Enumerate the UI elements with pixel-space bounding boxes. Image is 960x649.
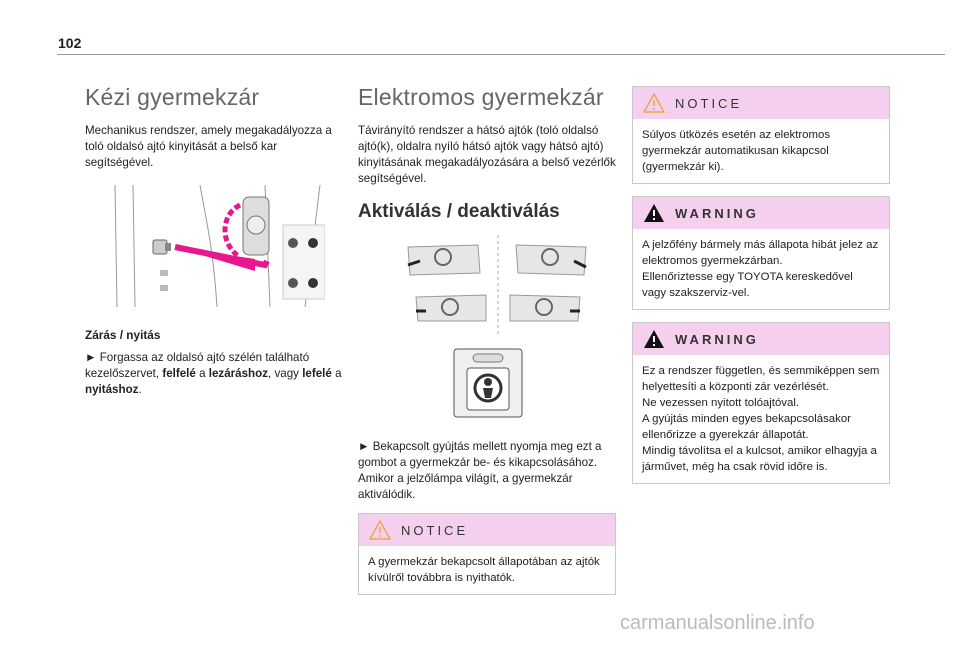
door-configuration-diagram [398, 235, 598, 335]
subsection-title: Zárás / nyitás [85, 328, 161, 342]
warning-line: Ez a rendszer független, és semmiképpen sem helyettesíti a központi zár vezérlését. [642, 365, 880, 393]
warning-text [633, 355, 889, 483]
section-title: Kézi gyermekzár [85, 84, 260, 110]
column-notes [632, 78, 890, 496]
notice-header [633, 87, 889, 119]
intro-text: Távirányító rendszer a hátsó ajtók (toló oldalsó ajtó(k), oldalra nyíló hátsó ajtók vagy hátsó ajtó) kinyitásának megakadályozására a belső vezérlők segítségével. [358, 124, 616, 185]
warning-line: A jelzőfény bármely más állapota hibát jelez az elektromos gyermekzárban. [642, 239, 879, 267]
section-title: Elektromos gyermekzár [358, 84, 604, 110]
warning-box [632, 196, 890, 310]
notice-label: NOTICE [401, 522, 469, 538]
column-electric-child-lock [358, 78, 616, 607]
text-part: a [331, 367, 342, 380]
text-part: , vagy [268, 367, 303, 380]
warning-icon [643, 203, 665, 223]
child-lock-button-icon [453, 348, 523, 418]
instruction-text: ► Bekapcsolt gyújtás mellett nyomja meg ezt a gombot a gyermekzár be- és kikapcsolásához. Amikor a jelzőlámpa világít, a gyermekzár aktiválódik. [358, 440, 602, 501]
warning-label: WARNING [675, 331, 759, 347]
text-bold: lezáráshoz [208, 367, 269, 380]
page-number: 102 [58, 35, 82, 51]
text-bold: lefelé [302, 367, 332, 380]
text-part: a [195, 367, 209, 380]
notice-text: A gyermekzár bekapcsolt állapotában az ajtók kívülről továbbra is nyithatók. [368, 556, 600, 584]
text-bold: nyitáshoz [85, 383, 139, 396]
manual-lock-illustration [105, 185, 325, 307]
text-part: ► Forgassa az oldalsó ajtó szélén található kezelőszervet, [85, 351, 310, 380]
caution-outline-icon [643, 93, 665, 113]
warning-line: A gyújtás minden egyes bekapcsolásakor ellenőrizze a gyerekzár állapotát. [642, 413, 851, 441]
warning-label: WARNING [675, 205, 759, 221]
warning-header [633, 197, 889, 229]
notice-text: Súlyos ütközés esetén az elektromos gyermekzár automatikusan kikapcsol (gyermekzár ki). [642, 129, 831, 173]
warning-header [633, 323, 889, 355]
instruction-text [85, 350, 345, 398]
warning-text [633, 229, 889, 309]
warning-box [632, 322, 890, 484]
warning-line: Mindig távolítsa el a kulcsot, amikor elhagyja a járművet, még ha csak rövid időre is. [642, 445, 877, 473]
notice-label: NOTICE [675, 95, 743, 111]
warning-icon [643, 329, 665, 349]
subsection-title: Aktiválás / deaktiválás [358, 201, 560, 222]
caution-outline-icon [369, 520, 391, 540]
warning-line: Ne vezessen nyitott tolóajtóval. [642, 397, 800, 409]
watermark: carmanualsonline.info [620, 612, 815, 634]
intro-text: Mechanikus rendszer, amely megakadályozza a toló oldalsó ajtó kinyitását a belső kar segítségével. [85, 124, 332, 169]
text-bold: felfelé [162, 367, 196, 380]
notice-header [359, 514, 615, 546]
notice-box [358, 513, 616, 595]
notice-box [632, 86, 890, 184]
text-part: . [138, 383, 142, 396]
header-divider [57, 54, 945, 55]
warning-line: Ellenőriztesse egy TOYOTA kereskedővel vagy szakszerviz-vel. [642, 271, 853, 299]
column-manual-child-lock [85, 78, 345, 408]
